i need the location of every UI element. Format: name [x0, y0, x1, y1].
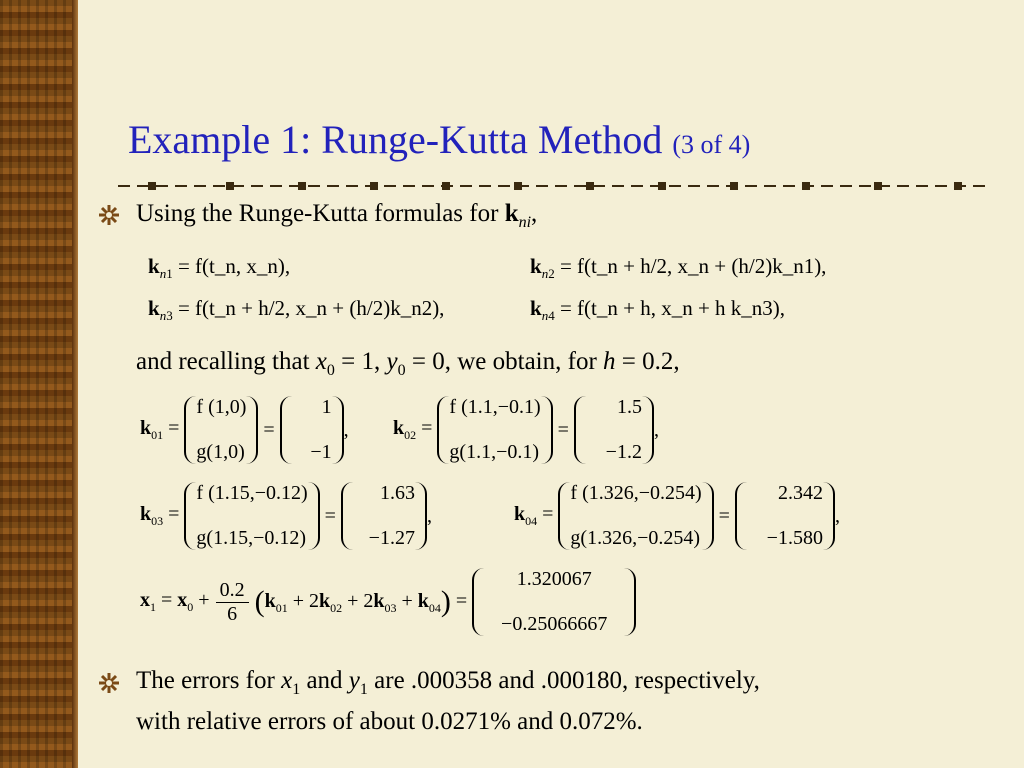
x1-equation: $x_1 = x_0$ + $\frac{0.2}{6}$ $(k_{01} + 2k_{02} + 2k_{03} + k_{04})$ = 1.320067 −0.25066667 [140, 568, 636, 636]
formula-kn4: $k_{n4}$ = f(t_n + h, x_n + h k_n3), [530, 296, 786, 324]
bullet-text-formulas: Using the Runge-Kutta formulas for $k_{ni}$, [136, 200, 538, 231]
k01-equation: $k_{01}$ = f (1,0) g(1,0) = 1 −1 , [140, 396, 349, 463]
recall-text: and recalling that $x_0 = 1$, $y_0 = 0$, we obtain, for h = 0.2, [136, 348, 680, 379]
bullet-text-errors-line2: with relative errors of about 0.0271% and 0.072%. [136, 708, 643, 735]
formula-kn1: $k_{n1}$ = f(t_n, x_n), [148, 254, 291, 282]
formula-kn3: $k_{n3}$ = f(t_n + h/2, x_n + (h/2)k_n2), [148, 296, 445, 324]
bullet-icon [98, 672, 120, 694]
bullet-icon [98, 204, 120, 226]
decorative-sidebar [0, 0, 78, 768]
formula-kn2: $k_{n2}$ = f(t_n + h/2, x_n + (h/2)k_n1), [530, 254, 827, 282]
title-divider [118, 176, 990, 196]
k04-equation: $k_{04}$ = f (1.326,−0.254) g(1.326,−0.254) = 2.342 −1.580 , [514, 482, 840, 549]
k03-equation: $k_{03}$ = f (1.15,−0.12) g(1.15,−0.12) = 1.63 −1.27 , [140, 482, 432, 549]
bullet-text-errors-line1: The errors for $x_1$ and $y_1$ are .000358 and .000180, respectively, [136, 667, 760, 698]
k02-equation: $k_{02}$ = f (1.1,−0.1) g(1.1,−0.1) = 1.5 −1.2 , [393, 396, 659, 463]
slide-title: Example 1: Runge-Kutta Method (3 of 4) [128, 117, 751, 162]
